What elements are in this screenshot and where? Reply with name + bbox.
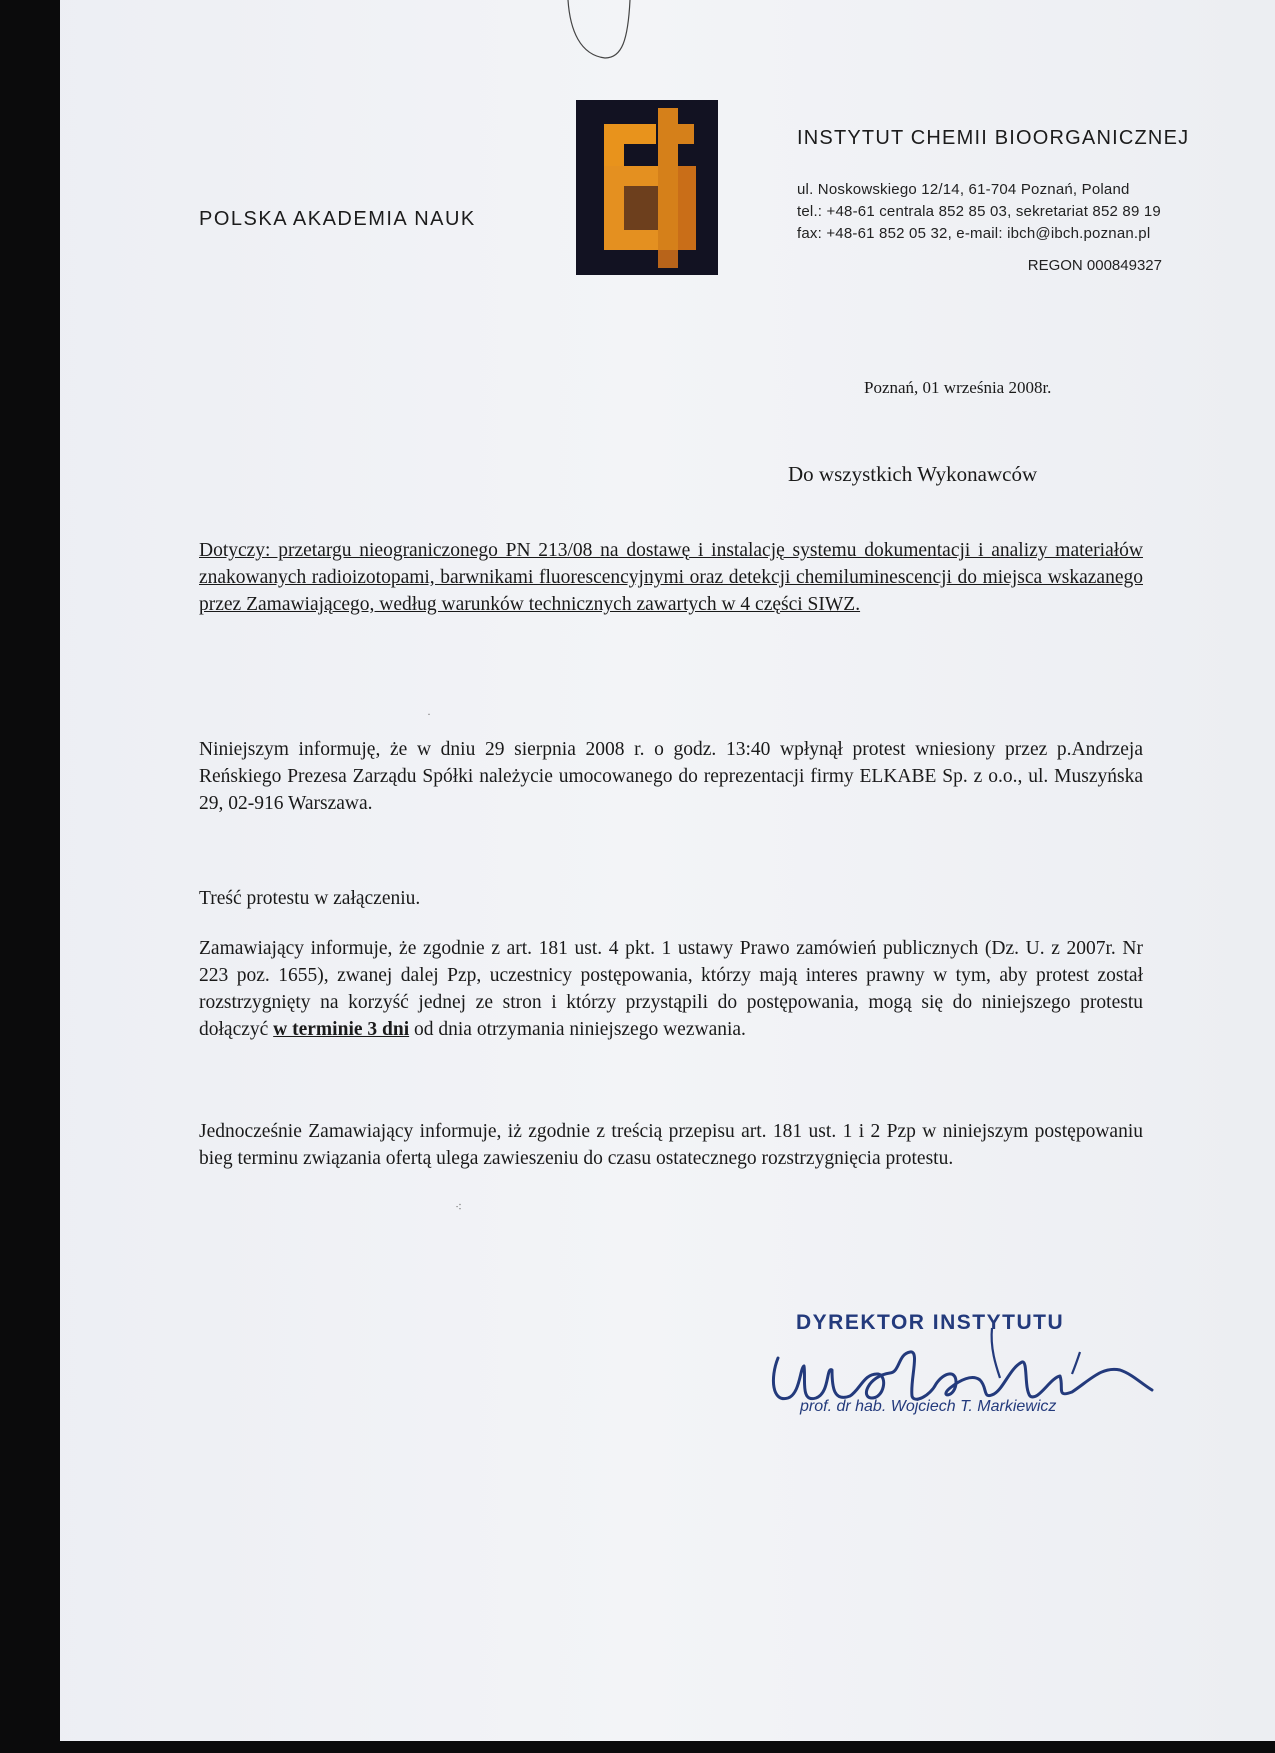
institute-regon: REGON 000849327 <box>1027 257 1162 274</box>
institute-phone: tel.: +48-61 centrala 852 85 03, sekretariat 852 89 19 <box>797 203 1161 220</box>
stamp-title: DYREKTOR INSTYTUTU <box>796 1311 1065 1334</box>
academy-name: POLSKA AKADEMIA NAUK <box>199 208 476 230</box>
institute-logo <box>576 100 718 275</box>
scan-speck: ⁖ <box>455 1200 463 1214</box>
letter-date: Poznań, 01 września 2008r. <box>864 378 1052 397</box>
signatory-name: prof. dr hab. Wojciech T. Markiewicz <box>800 1398 1057 1415</box>
institute-address: ul. Noskowskiego 12/14, 61-704 Poznań, Poland <box>797 181 1130 198</box>
legal-notice-text: Zamawiający informuje, że zgodnie z art. 181 ust. 4 pkt. 1 ustawy Prawo zamówień publicznych (Dz. U. z 2007r. Nr 223 poz. 1655), zwanej dalej Pzp, uczestnicy postępowania, którzy mają interes prawny w tym, aby protest został rozstrzygnięty na korzyść jednej ze stron i którzy przystąpili do postępowania, mogą się do niniejszego protestu dołączyć <box>199 938 1143 1040</box>
institute-name: INSTYTUT CHEMII BIOORGANICZNEJ <box>797 127 1190 149</box>
institute-fax-email: fax: +48-61 852 05 32, e-mail: ibch@ibch.poznan.pl <box>797 225 1151 242</box>
legal-notice-tail: od dnia otrzymania niniejszego wezwania. <box>409 1019 746 1040</box>
deadline-emphasis: w terminie 3 dni <box>273 1019 410 1040</box>
scan-left-border <box>0 0 60 1753</box>
scan-speck: · <box>427 707 431 721</box>
paragraph-protest-info: Niniejszym informuję, że w dniu 29 sierpnia 2008 r. o godz. 13:40 wpłynął protest wniesiony przez p.Andrzeja Reńskiego Prezesa Zarządu Spółki należycie umocowanego do reprezentacji firmy ELKABE Sp. z o.o., ul. Muszyńska 29, 02-916 Warszawa. <box>199 739 1143 814</box>
paragraph-suspension: Jednocześnie Zamawiający informuje, iż zgodnie z treścią przepisu art. 181 ust. 1 i 2 Pzp w niniejszym postępowaniu bieg terminu związania ofertą ulega zawieszeniu do czasu ostatecznego rozstrzygnięcia protestu. <box>199 1121 1143 1169</box>
scan-mark-top <box>560 0 640 70</box>
paragraph-legal-notice <box>199 935 1143 1043</box>
subject-line: Dotyczy: przetargu nieograniczonego PN 213/08 na dostawę i instalację systemu dokumentacji i analizy materiałów znakowanych radioizotopami, barwnikami fluorescencyjnymi oraz detekcji chemiluminescencji do miejsca wskazanego przez Zamawiającego, według warunków technicznych zawartych w 4 części SIWZ. <box>199 540 1143 615</box>
paragraph-attachment: Treść protestu w załączeniu. <box>199 888 421 909</box>
addressee: Do wszystkich Wykonawców <box>788 462 1038 486</box>
scan-bottom-border <box>0 1741 1275 1753</box>
